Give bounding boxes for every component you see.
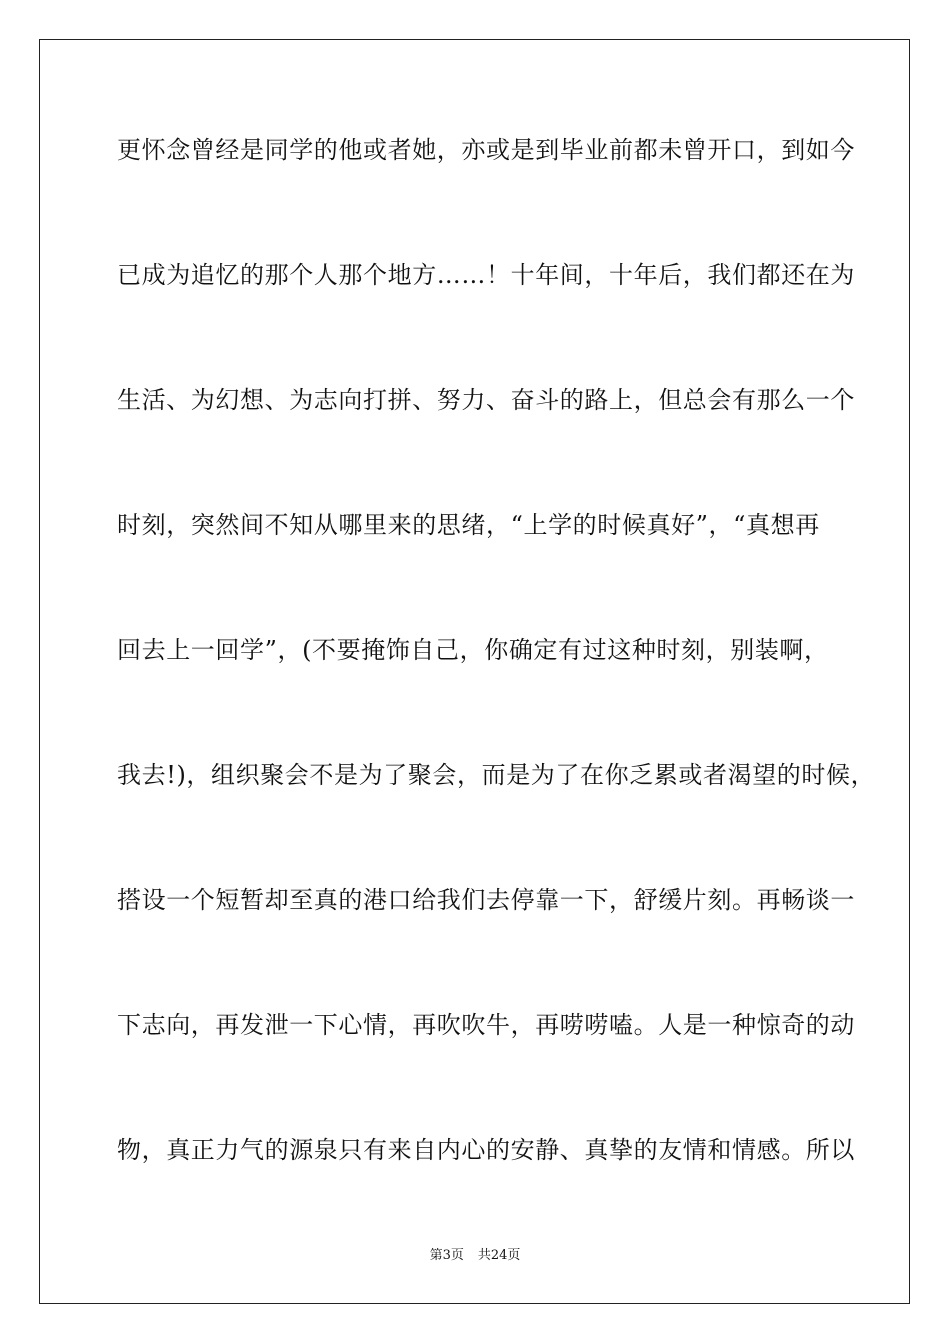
body-line-9: 物，真正力气的源泉只有来自内心的安静、真挚的友情和情感。所以: [117, 1136, 855, 1164]
body-line-8: 下志向，再发泄一下心情，再吹吹牛，再唠唠嗑。人是一种惊奇的动: [117, 1011, 855, 1039]
body-line-1: 更怀念曾经是同学的他或者她，亦或是到毕业前都未曾开口，到如今: [117, 136, 855, 164]
body-line-3: 生活、为幻想、为志向打拼、努力、奋斗的路上，但总会有那么一个: [117, 386, 855, 414]
page-total: 共24页: [477, 1248, 521, 1263]
page-number: 第3页: [429, 1248, 464, 1263]
body-line-4: 时刻，突然间不知从哪里来的思绪，“上学的时候真好”，“真想再: [117, 511, 820, 539]
body-line-2: 已成为追忆的那个人那个地方……！十年间，十年后，我们都还在为: [117, 261, 855, 289]
page-border: [39, 39, 910, 1304]
body-line-7: 搭设一个短暂却至真的港口给我们去停靠一下，舒缓片刻。再畅谈一: [117, 886, 855, 914]
body-line-5: 回去上一回学”，(不要掩饰自己，你确定有过这种时刻，别装啊，: [117, 636, 829, 664]
body-line-6: 我去!)，组织聚会不是为了聚会，而是为了在你乏累或者渴望的时候，: [117, 761, 876, 789]
page-footer: [0, 1248, 950, 1264]
